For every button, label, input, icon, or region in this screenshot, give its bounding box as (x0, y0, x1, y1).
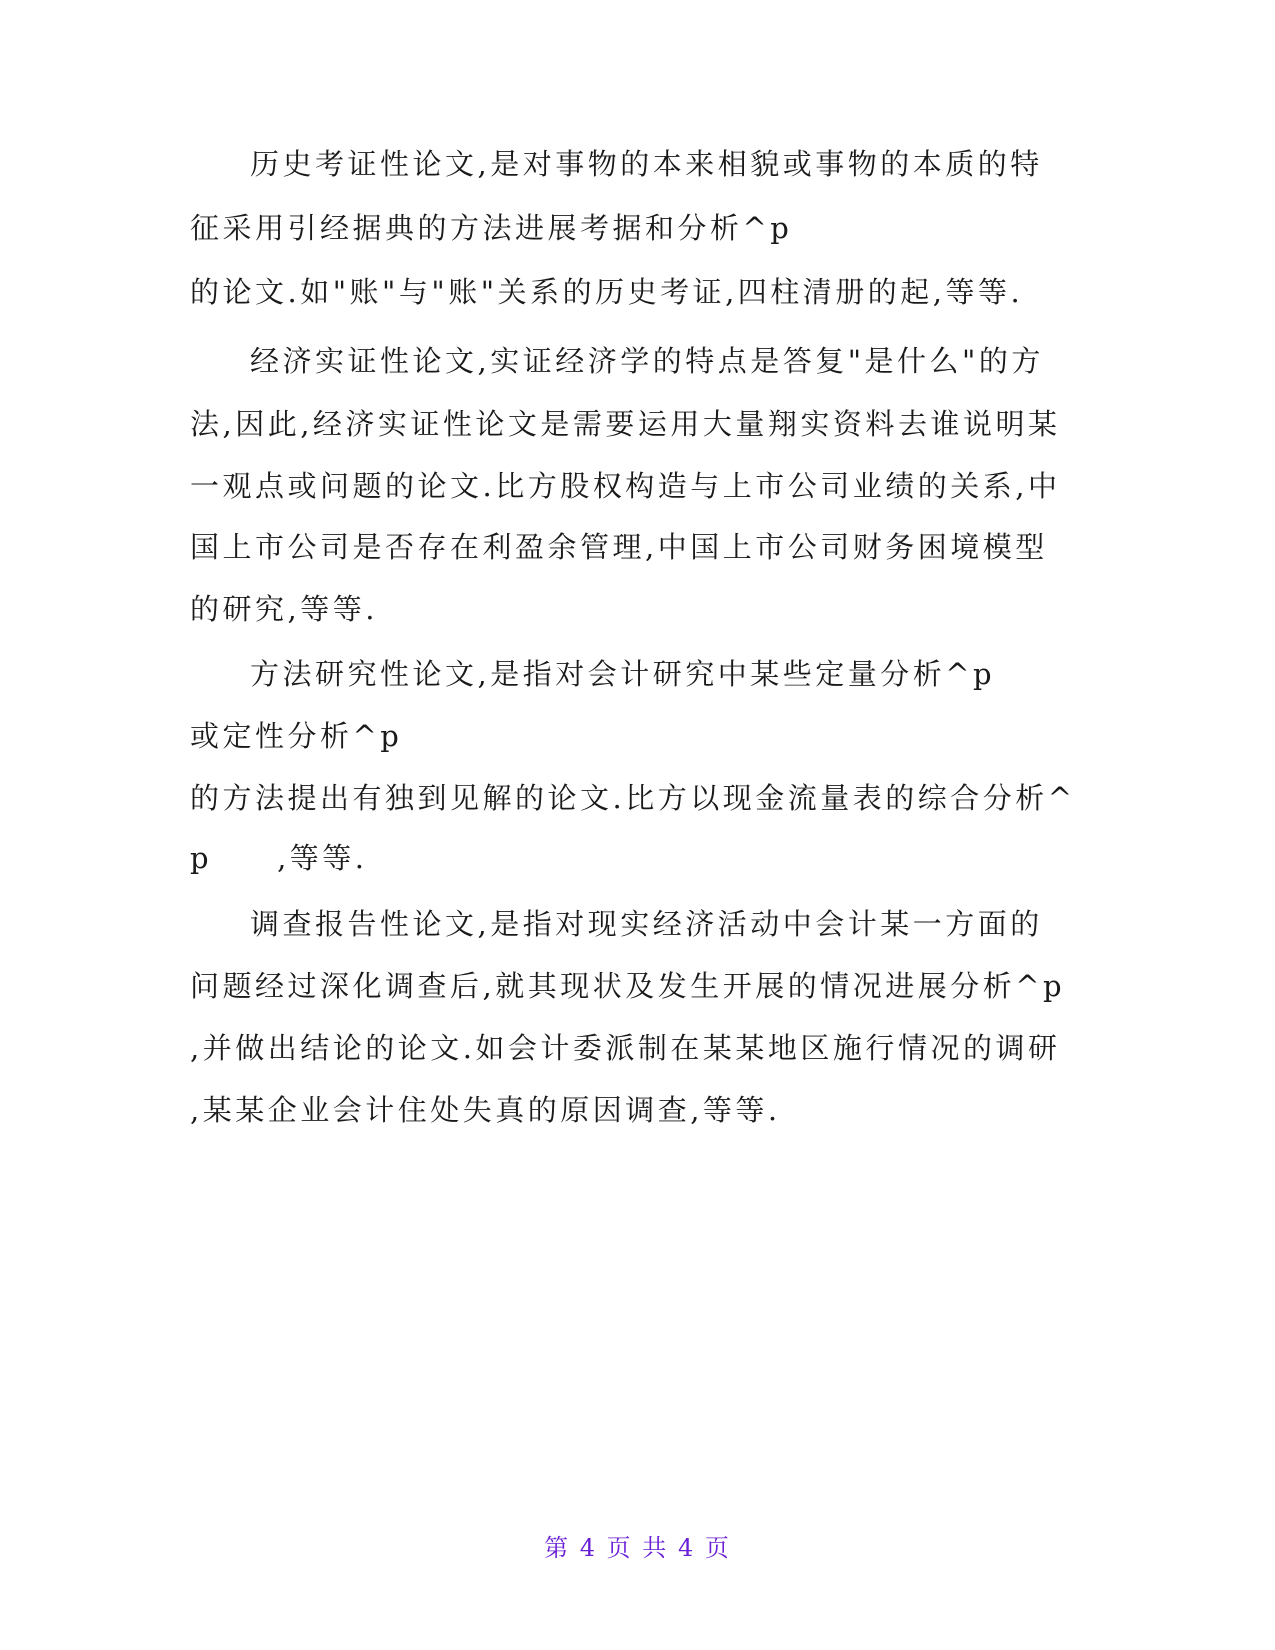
paragraph-4-line-4: ,某某企业会计住处失真的原因调查,等等. (190, 1093, 781, 1127)
paragraph-3-line-2: 或定性分析^p (190, 719, 403, 753)
paragraph-4-line-3: ,并做出结论的论文.如会计委派制在某某地区施行情况的调研 (190, 1031, 1061, 1065)
paragraph-2-line-1: 经济实证性论文,实证经济学的特点是答复"是什么"的方 (250, 344, 1044, 378)
paragraph-3-line-1: 方法研究性论文,是指对会计研究中某些定量分析^p (250, 657, 996, 691)
paragraph-3-line-3: 的方法提出有独到见解的论文.比方以现金流量表的综合分析^ (190, 781, 1076, 815)
paragraph-2-line-2: 法,因此,经济实证性论文是需要运用大量翔实资料去谁说明某 (190, 407, 1061, 441)
paragraph-1-line-1: 历史考证性论文,是对事物的本来相貌或事物的本质的特 (250, 147, 1043, 181)
paragraph-2-line-3: 一观点或问题的论文.比方股权构造与上市公司业绩的关系,中 (190, 469, 1061, 503)
paragraph-4-line-2: 问题经过深化调查后,就其现状及发生开展的情况进展分析^p (190, 969, 1066, 1003)
paragraph-2-line-5: 的研究,等等. (190, 592, 378, 626)
paragraph-2-line-4: 国上市公司是否存在利盈余管理,中国上市公司财务困境模型 (190, 530, 1048, 564)
paragraph-4-line-1: 调查报告性论文,是指对现实经济活动中会计某一方面的 (250, 907, 1043, 941)
paragraph-1-line-2: 征采用引经据典的方法进展考据和分析^p (190, 211, 793, 245)
paragraph-1-line-3: 的论文.如"账"与"账"关系的历史考证,四柱清册的起,等等. (190, 275, 1024, 309)
page-number-footer: 第 4 页 共 4 页 (544, 1534, 731, 1562)
paragraph-3-line-4: p ,等等. (190, 841, 368, 875)
